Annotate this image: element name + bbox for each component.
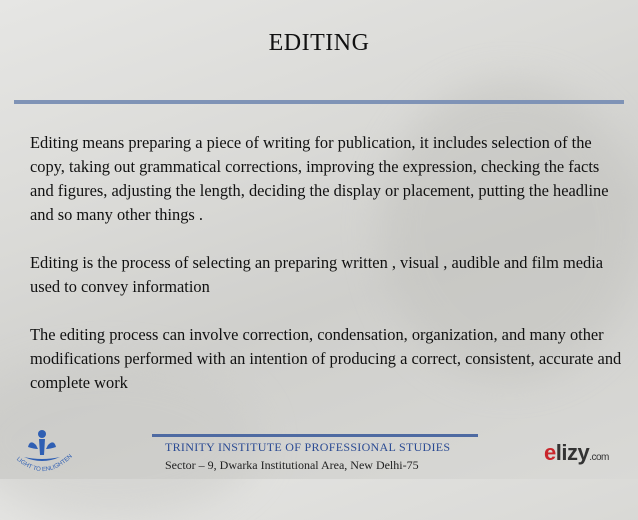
institute-logo (8, 425, 78, 477)
logo-domain: .com (589, 452, 609, 463)
paragraph: The editing process can involve correction, condensation, organization, and many other modifications performed with an intention of producing a correct, consistent, accurate and complete work (30, 325, 622, 392)
institute-name: TRINITY INSTITUTE OF PROFESSIONAL STUDIES (165, 440, 451, 454)
title-divider (14, 100, 624, 104)
paragraph: Editing is the process of selecting an preparing written , visual , audible and film media used to convey information (30, 253, 604, 296)
logo-word: lizy (555, 440, 590, 465)
svg-text:LIGHT TO ENLIGHTEN (15, 454, 74, 473)
logo-letter: e (544, 440, 556, 465)
slide-title: EDITING (268, 30, 370, 56)
elizy-logo (544, 440, 609, 466)
paragraph: Editing means preparing a piece of writing for publication, it includes selection of the copy, taking out grammatical corrections, improving the expression, checking the facts and figures, adjusting the length, deciding the display or placement, putting the headline and so many other things . (30, 133, 609, 224)
institute-address: Sector – 9, Dwarka Institutional Area, New Delhi-75 (165, 458, 419, 472)
logo-caption: LIGHT TO ENLIGHTEN (15, 453, 74, 474)
slide-body (30, 131, 622, 419)
footer-divider (152, 434, 478, 437)
